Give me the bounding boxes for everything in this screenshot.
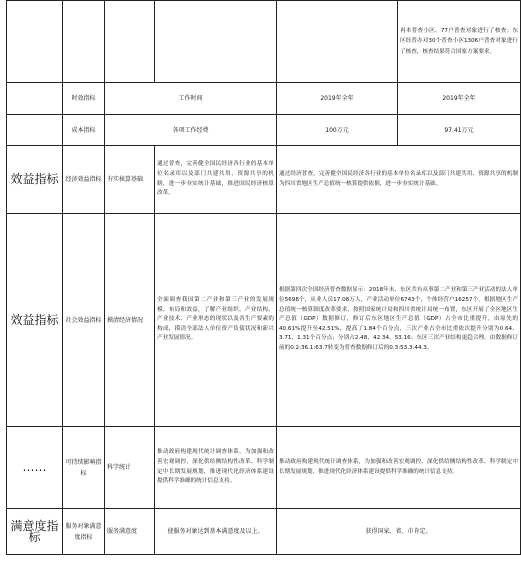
category-cell: 效益指标 [7,214,63,427]
target-value-cell: 通过普查，完善健全国民经济各行业的基本单位名录库以及部门共建共用、资源共享的机制，进一步夯实统计基础，推进国民经济核算改革。 [155,146,277,214]
target-value-cell: 推动政府构建现代统计调查体系，为加强和改善宏观调控、深化供给侧结构性改革、科学制定中长期发展规划，推进现代化经济体系建设提供科学准确的统计信息支持。 [155,427,277,509]
indicator-name-cell: 经济效益指标 [63,146,105,214]
table-row [7,427,521,509]
actual-value-cell: 根据第四次全国经济普查数据显示：2018年末，东区共有从事第二产业和第三产业活动的法人单位5698个，从业人员17.08万人，产业活动单位6743个，个体经营户16257个。根据地区生产总值统一核算制度改革要求，按照国家统计局和四川省统计局统一布置，东区开展了全区地区生产总值（GDP）数据修订，修订后东区地区生产总值（GDP）占全市比重提升，由原先的40.61%提升至42.51%，提高了1.84个百分点，三次产业占全市比重依次提升分别为0.64、3.71、1.31个百分点；分别占2.48、42.34、53.16；东区三次产业结构更趋合理，由数据修订前的0.2:36.1:63.7转变为普查数据修订后的0.3:53.3:44.3。 [277,214,521,427]
table-row [7,115,521,146]
target-value-cell: 全面调查我国第二产业和第三产业的发展规模、布局和效益，了解产业组织、产业结构、产业技术、产业形态的现状以及各生产要素的构成，摸清全部法人单位资产负债状况和新兴产业发展情况。 [155,214,277,427]
actual-value-cell: 97.41万元 [398,115,521,146]
metric-name-cell: 各项工作经费 [105,115,277,146]
metric-name-cell: 科学统计 [105,427,155,509]
performance-table [6,0,521,555]
empty-cell [7,115,63,146]
table-row [7,509,521,555]
indicator-name-cell: 时效指标 [63,83,105,115]
empty-cell [7,1,63,83]
metric-name-cell: 服务满意度 [105,509,155,555]
actual-value-cell: 2019年全年 [398,83,521,115]
actual-value-cell: 推动政府构建现代统计调查体系，为加强和改善宏观调控、深化供给侧结构性改革、科学制定中长期发展规划，推进现代化经济体系建设提供科学准确的统计信息支持。 [277,427,521,509]
category-cell: 满意度指标 [7,509,63,555]
empty-cell [105,1,155,83]
actual-value-cell: 通过经济普查，完善健全国民经济各行业的基本单位名录库以及部门共建共用、资源共享的机制为四川省地区生产总值统一核算提供依据，进一步夯实统计基础。 [277,146,521,214]
actual-value-cell: 获得国家、省、市肯定。 [277,509,521,555]
table-row [7,1,521,83]
category-cell: 效益指标 [7,146,63,214]
table-row [7,83,521,115]
target-value-cell: 使服务对象达到基本满意度及以上。 [155,509,277,555]
metric-name-cell: 工作时间 [105,83,277,115]
target-value-cell: 100万元 [277,115,398,146]
indicator-name-cell: 服务对象满意度指标 [63,509,105,555]
target-value-cell: 2019年全年 [277,83,398,115]
actual-value-cell: 再本普查小区、77户普查对象进行了核查；东区经普办对30个普查小区1306户普查对象进行了核查，核查结果符合国家方案要求。 [398,1,521,83]
indicator-name-cell: 成本指标 [63,115,105,146]
empty-cell [277,1,398,83]
metric-name-cell: 夯实核算基础 [105,146,155,214]
table-row [7,146,521,214]
indicator-name-cell: 可持续影响指标 [63,427,105,509]
empty-cell [7,83,63,115]
empty-cell [63,1,105,83]
category-cell: …… [7,427,63,509]
empty-cell [155,1,277,83]
indicator-name-cell: 社会效益指标 [63,214,105,427]
table-row [7,214,521,427]
metric-name-cell: 摸清经济情况 [105,214,155,427]
